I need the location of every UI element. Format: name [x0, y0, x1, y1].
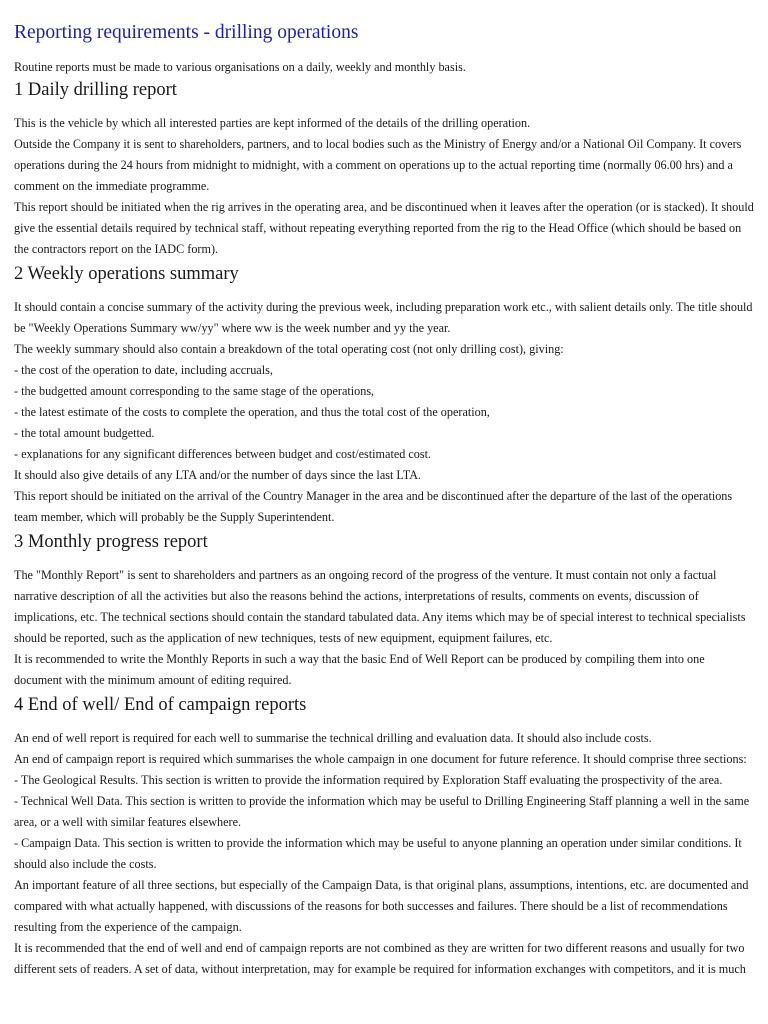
- list-item: - Technical Well Data. This section is written to provide the information which may be useful to Drilling Engineering Staff planning a well in the same area, or a well with similar features elsewhere.: [14, 794, 750, 830]
- intro-paragraph: Routine reports must be made to various organisations on a daily, weekly and monthly basis.: [14, 60, 466, 75]
- paragraph: An end of campaign report is required which summarises the whole campaign in one document for future reference. It should comprise three sections:: [14, 752, 747, 767]
- paragraph: It is recommended to write the Monthly Reports in such a way that the basic End of Well Report can be produced by compiling them into one document with the minimum amount of editing required.: [14, 652, 705, 688]
- page-title: Reporting requirements - drilling operations: [14, 22, 359, 43]
- section-daily-drilling-report: [14, 78, 754, 260]
- paragraph: The "Monthly Report" is sent to shareholders and partners as an ongoing record of the progress of the venture. It must contain not only a factual narrative description of all the activities but also the reasons behind the actions, interpretations of results, comments on events, discussion of implications, etc. The technical sections should contain the standard tabulated data. Any items which may be of special interest to technical specialists should be reported, such as the application of new techniques, tests of new equipment, equipment failures, etc.: [14, 568, 746, 646]
- paragraph: This is the vehicle by which all interested parties are kept informed of the details of the drilling operation.: [14, 116, 531, 131]
- paragraph: It should contain a concise summary of the activity during the previous week, including preparation work etc., with salient details only. The title should be "Weekly Operations Summary ww/yy" where ww is the week number and yy the year.: [14, 300, 753, 336]
- list-item: - Campaign Data. This section is written to provide the information which may be useful to anyone planning an operation under similar conditions. It should also include the costs.: [14, 836, 742, 872]
- list-item: - the latest estimate of the costs to complete the operation, and thus the total cost of the operation,: [14, 405, 490, 420]
- paragraph: It is recommended that the end of well and end of campaign reports are not combined as they are written for two different reasons and usually for two different sets of readers. A set of data, without interpretation, may for example be required for information exchanges with competitors, and it is much: [14, 941, 746, 977]
- paragraph: An end of well report is required for each well to summarise the technical drilling and evaluation data. It should also include costs.: [14, 731, 652, 746]
- paragraph: It should also give details of any LTA and/or the number of days since the last LTA.: [14, 468, 422, 483]
- paragraph: The weekly summary should also contain a breakdown of the total operating cost (not only drilling cost), giving:: [14, 342, 564, 357]
- list-item: - explanations for any significant differences between budget and cost/estimated cost.: [14, 447, 432, 462]
- section-monthly-progress-report: [14, 530, 754, 691]
- paragraph: Outside the Company it is sent to shareholders, partners, and to local bodies such as the Ministry of Energy and/or a National Oil Company. It covers operations during the 24 hours from midnight to midnight, with a comment on operations up to the actual reporting time (normally 06.00 hrs) and a comment on the immediate programme.: [14, 137, 742, 194]
- paragraph: An important feature of all three sections, but especially of the Campaign Data, is that original plans, assumptions, intentions, etc. are documented and compared with what actually happened, with discussions of the reasons for both successes and failures. There should be a list of recommendations resulting from the experience of the campaign.: [14, 878, 749, 935]
- list-item: - the total amount budgetted.: [14, 426, 155, 441]
- section-heading: 2 Weekly operations summary: [14, 264, 239, 285]
- section-body: [14, 113, 754, 260]
- paragraph: This report should be initiated on the arrival of the Country Manager in the area and be discontinued after the departure of the last of the operations team member, which will probably be the Supply Superintendent.: [14, 489, 733, 525]
- paragraph: This report should be initiated when the rig arrives in the operating area, and be discontinued when it leaves after the operation (or is stacked). It should give the essential details required by technical staff, without repeating everything reported from the rig to the Head Office (which should be based on the contractors report on the IADC form).: [14, 200, 754, 257]
- list-item: - the budgetted amount corresponding to the same stage of the operations,: [14, 384, 375, 399]
- section-heading: 3 Monthly progress report: [14, 532, 208, 553]
- section-end-of-well-reports: [14, 693, 754, 980]
- section-body: [14, 565, 754, 691]
- section-weekly-operations-summary: [14, 262, 754, 528]
- list-item: - The Geological Results. This section is written to provide the information required by Exploration Staff evaluating the prospectivity of the area.: [14, 773, 723, 788]
- section-heading: 1 Daily drilling report: [14, 80, 177, 101]
- section-body: [14, 297, 754, 528]
- section-heading: 4 End of well/ End of campaign reports: [14, 695, 307, 716]
- list-item: - the cost of the operation to date, including accruals,: [14, 363, 273, 378]
- section-body: [14, 728, 754, 980]
